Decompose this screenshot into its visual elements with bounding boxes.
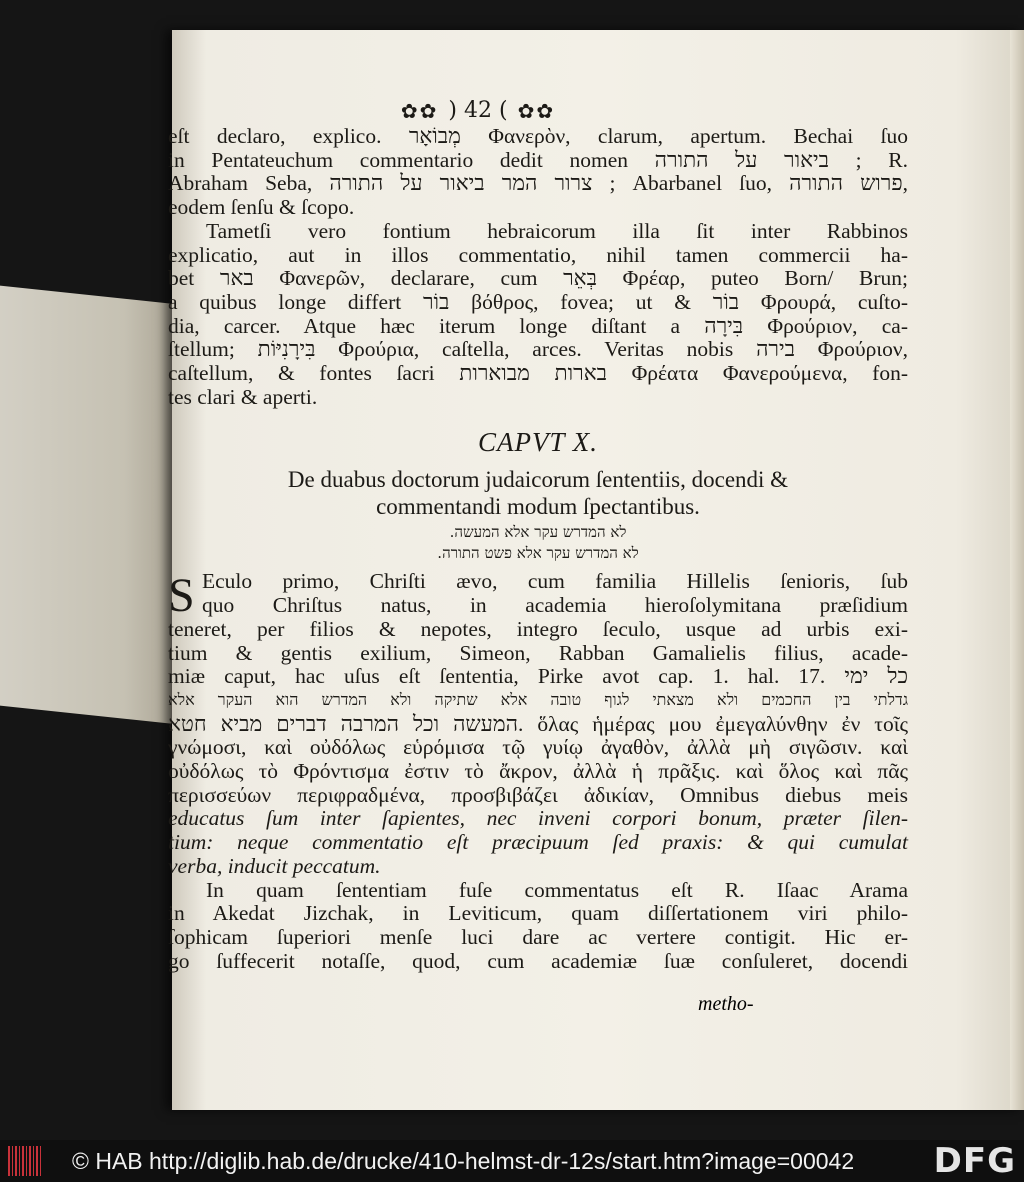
text-line: miæ caput, hac uſus eſt ſententia, Pirke avot cap. 1. hal. 17. כל ימי — [168, 664, 908, 689]
catchword: metho- — [698, 993, 754, 1015]
paragraph-2 — [168, 220, 908, 410]
text-line: οὐδόλως τὸ Φρόντισμα ἐστιν τὸ ἄκρον, ἀλλὰ ἡ πρᾶξις. καὶ ὅλος καὶ πᾶς — [168, 759, 908, 784]
text-line: In quam ſententiam fuſe commentatus eſt R. Iſaac Arama — [206, 877, 908, 902]
text-line: a quibus longe differt בוֹר βόθρος, fovea; ut & בוֹר Φρουρά, cuſto- — [168, 289, 908, 314]
text-line: caſtellum, & fontes ſacri בארות מבוארות Φρέατα Φανερούμενα, fon- — [168, 361, 909, 386]
page-fore-edge — [1010, 30, 1024, 1110]
paragraph-3 — [168, 570, 908, 878]
text-line: educatus ſum inter ſapientes, nec inveni corpori bonum, præter ſilen- — [168, 806, 908, 831]
paragraph-4 — [168, 879, 908, 974]
hebrew-motto-line: לא המדרש עקר אלא פשט התורה. — [437, 544, 639, 563]
text-line: go ſuffecerit notaſſe, quod, cum academiæ ſuæ conſuleret, docendi — [168, 948, 908, 973]
text-line: Tametſi vero fontium hebraicorum illa ſit inter Rabbinos — [206, 218, 908, 243]
text-line: verba, inducit peccatum. — [168, 853, 381, 878]
text-line: tium: neque commentatio eſt præcipuum ſed praxis: & qui cumulat — [168, 830, 908, 855]
dfg-logo: DFG — [933, 1141, 1016, 1181]
ornament-right: ✿✿ — [517, 98, 556, 123]
text-line: גדלתי בין החכמים ולא מצאתי לגוף טובה אלא שתיקה ולא המדרש הוא העקר אלא — [168, 691, 908, 709]
paragraph-1 — [168, 125, 908, 220]
page-header — [328, 98, 628, 123]
text-line: Abraham Seba, צרור המר ביאור על התורה ; Abarbanel ſuo, פרוש התורה, — [168, 171, 908, 196]
text-line: γνώμοσι, καὶ οὐδόλως εὑρόμισα τῷ γυίῳ ἀγαθὸν, ἀλλὰ μὴ σιγῶσιν. καὶ — [168, 735, 908, 760]
text-line-content: Eculo primo, Chriſti ævo, cum familia Hillelis ſenioris, ſub — [202, 569, 908, 594]
drop-cap: S — [168, 569, 195, 623]
text-line: περισσεύων περιφραδμένα, προσβιβάζει ἀδικίαν, Omnibus diebus meis — [168, 782, 908, 807]
text-line: eſt declaro, explico. מְבוֹאָר Φανερὸν, clarum, apertum. Bechai ſuo — [168, 124, 908, 148]
copyright-url[interactable]: © HAB http://diglib.hab.de/drucke/410-helmst-dr-12s/start.htm?image=00042 — [72, 1147, 855, 1174]
text-line: המעשה וכל המרבה דברים מביא חטא. ὅλας ἡμέρας μου ἐμεγαλύνθην ἐν τοῖς — [168, 711, 908, 736]
text-line: ſophicam ſuperiori menſe luci dare ac vertere contigit. Hic er- — [168, 924, 908, 949]
text-line: in Pentateuchum commentario dedit nomen ביאור על התורה ; R. — [168, 147, 908, 172]
text-line: explicatio, aut in illos commentatio, nihil tamen commercii ha- — [168, 242, 908, 267]
text-line: tes clari & aperti. — [168, 384, 318, 409]
text-line: quo Chriſtus natus, in academia hieroſolymitana præſidium — [202, 593, 908, 618]
facing-page-edge — [0, 286, 178, 725]
text-line: dia, carcer. Atque hæc iterum longe diſtant a בִּירָה Φρούριον, ca- — [168, 313, 908, 338]
page-text — [168, 98, 908, 973]
text-line: eodem ſenſu & ſcopo. — [168, 195, 355, 220]
text-line: in Akedat Jizchak, in Leviticum, quam diſſertationem viri philo- — [168, 901, 908, 926]
ornament-left: ✿✿ — [400, 98, 439, 123]
text-line: bet באר Φανερῶν, declarare, cum בְּאֵר Φρέαρ, puteo Born/ Brun; — [168, 266, 908, 291]
page-number: ) 42 ( — [448, 98, 508, 123]
text-line: teneret, per filios & nepotes, integro ſeculo, usque ad urbis exi- — [168, 616, 908, 641]
text-line: tium & gentis exilium, Simeon, Rabban Gamalielis filius, acade- — [168, 640, 908, 665]
chapter-title: CAPVT X. — [477, 427, 598, 458]
hebrew-motto-line: לא המדרש עקר אלא המעשה. — [449, 523, 627, 542]
text-line: ſtellum; בִּירָנִיּוֹת Φρούρια, caſtella, arces. Veritas nobis בירה Φρούριον, — [168, 337, 908, 362]
status-bar — [0, 1140, 1024, 1182]
hab-logo-icon — [8, 1146, 46, 1176]
chapter-heading-line: commentandi modum ſpectantibus. — [376, 494, 700, 520]
chapter-heading-line: De duabus doctorum judaicorum ſententiis, docendi & — [287, 467, 789, 493]
hebrew-motto — [168, 522, 908, 564]
